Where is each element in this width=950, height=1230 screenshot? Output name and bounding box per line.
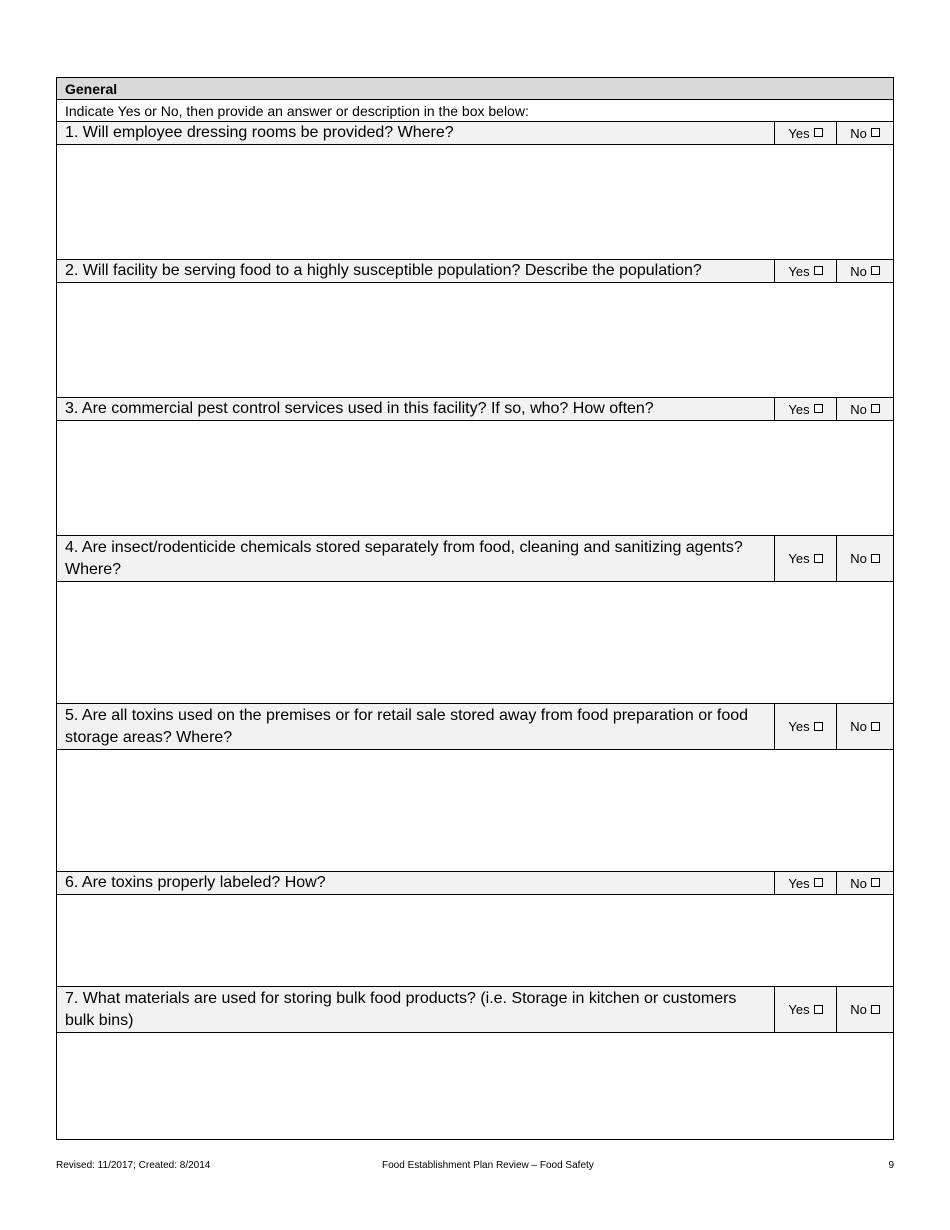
checkbox-icon [871, 266, 880, 275]
question-text-2: 2. Will facility be serving food to a highly susceptible population? Describe the population? [65, 262, 702, 279]
checkbox-icon [871, 722, 880, 731]
question-text-1: 1. Will employee dressing rooms be provided? Where? [65, 124, 454, 141]
checkbox-icon [871, 128, 880, 137]
document-title: Food Establishment Plan Review – Food Safety [382, 1160, 594, 1171]
answer-box-7[interactable] [57, 1033, 893, 1139]
answer-box-1[interactable] [57, 145, 893, 260]
yes-checkbox-3[interactable]: Yes [774, 398, 836, 420]
yes-checkbox-6[interactable]: Yes [774, 872, 836, 894]
instructions-text: Indicate Yes or No, then provide an answer or description in the box below: [65, 102, 529, 119]
page-footer [56, 1160, 894, 1174]
question-row-2 [57, 260, 893, 283]
no-checkbox-1[interactable]: No [836, 122, 893, 144]
question-row-1 [57, 122, 893, 145]
question-row-7 [57, 987, 893, 1033]
answer-box-2[interactable] [57, 283, 893, 398]
yes-checkbox-1[interactable]: Yes [774, 122, 836, 144]
checkbox-icon [814, 878, 823, 887]
answer-box-5[interactable] [57, 750, 893, 872]
no-checkbox-6[interactable]: No [836, 872, 893, 894]
question-text-3: 3. Are commercial pest control services used in this facility? If so, who? How often? [65, 400, 654, 417]
section-header [57, 78, 893, 100]
section-title: General [65, 80, 118, 97]
question-text-5: 5. Are all toxins used on the premises or for retail sale stored away from food preparation or food storage areas? Where? [65, 706, 749, 746]
checkbox-icon [814, 1005, 823, 1014]
question-text-7: 7. What materials are used for storing bulk food products? (i.e. Storage in kitchen or customers bulk bins) [65, 989, 737, 1029]
answer-box-4[interactable] [57, 582, 893, 704]
question-row-6 [57, 872, 893, 895]
answer-box-3[interactable] [57, 421, 893, 536]
question-row-4 [57, 536, 893, 582]
checkbox-icon [814, 128, 823, 137]
yes-checkbox-2[interactable]: Yes [774, 260, 836, 282]
no-checkbox-7[interactable]: No [836, 987, 893, 1032]
checkbox-icon [871, 404, 880, 413]
answer-box-6[interactable] [57, 895, 893, 987]
question-row-5 [57, 704, 893, 750]
checkbox-icon [814, 404, 823, 413]
revision-date: Revised: 11/2017; Created: 8/2014 [56, 1160, 211, 1171]
general-section-form [56, 77, 894, 1140]
no-checkbox-3[interactable]: No [836, 398, 893, 420]
yes-checkbox-4[interactable]: Yes [774, 536, 836, 581]
page-number: 9 [888, 1160, 894, 1171]
checkbox-icon [871, 878, 880, 887]
question-text-4: 4. Are insect/rodenticide chemicals stored separately from food, cleaning and sanitizing agents? Where? [65, 538, 743, 578]
no-checkbox-2[interactable]: No [836, 260, 893, 282]
checkbox-icon [871, 554, 880, 563]
yes-checkbox-5[interactable]: Yes [774, 704, 836, 749]
checkbox-icon [814, 722, 823, 731]
instructions-row [57, 100, 893, 122]
no-checkbox-5[interactable]: No [836, 704, 893, 749]
yes-checkbox-7[interactable]: Yes [774, 987, 836, 1032]
no-checkbox-4[interactable]: No [836, 536, 893, 581]
question-row-3 [57, 398, 893, 421]
checkbox-icon [814, 266, 823, 275]
checkbox-icon [871, 1005, 880, 1014]
question-text-6: 6. Are toxins properly labeled? How? [65, 874, 326, 891]
checkbox-icon [814, 554, 823, 563]
